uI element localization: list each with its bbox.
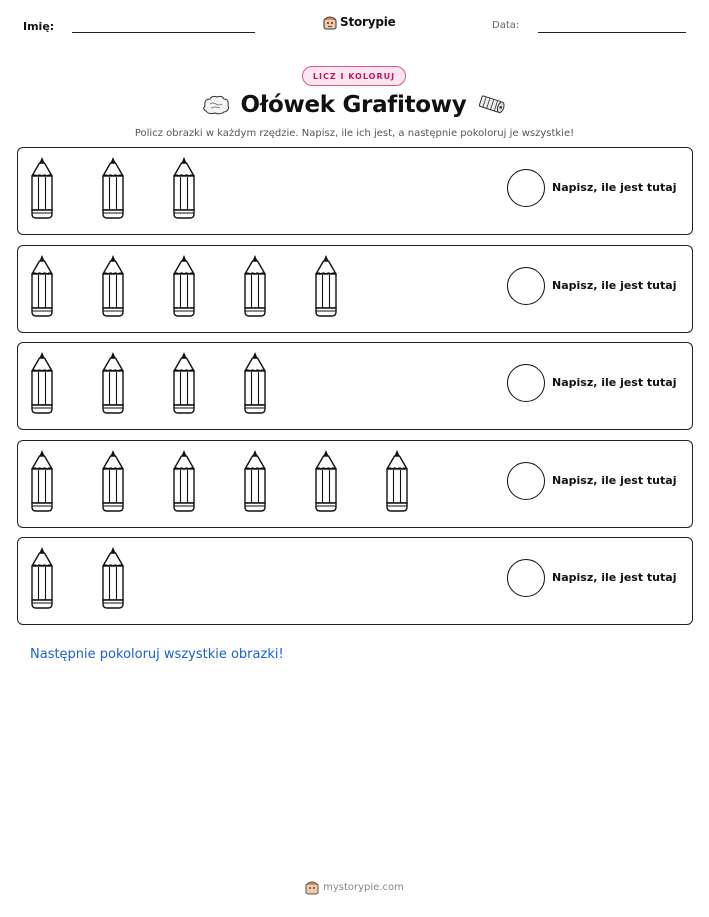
answer-circle[interactable] bbox=[507, 559, 545, 597]
pencil-icon bbox=[30, 546, 54, 610]
answer-label: Napisz, ile jest tutaj bbox=[552, 571, 677, 584]
brand-name: Storypie bbox=[340, 15, 396, 29]
pencil-icon bbox=[172, 351, 196, 415]
answer-circle[interactable] bbox=[507, 462, 545, 500]
pencil-icon bbox=[101, 156, 125, 220]
pencil-icon bbox=[243, 254, 267, 318]
name-label: Imię: bbox=[23, 20, 55, 33]
answer-circle[interactable] bbox=[507, 169, 545, 207]
counting-row bbox=[17, 342, 693, 430]
answer-label: Napisz, ile jest tutaj bbox=[552, 473, 677, 487]
activity-badge: LICZ I KOLORUJ bbox=[302, 66, 406, 86]
answer-circle[interactable] bbox=[507, 267, 545, 305]
counting-row bbox=[17, 440, 693, 528]
pencil-stub-icon bbox=[476, 93, 508, 117]
pencil-icon bbox=[243, 351, 267, 415]
pencil-icon bbox=[101, 254, 125, 318]
pencil-icon bbox=[30, 449, 54, 513]
counting-rows bbox=[17, 147, 693, 635]
pencil-icon bbox=[101, 449, 125, 513]
counting-row bbox=[17, 537, 693, 625]
pencil-icon bbox=[101, 546, 125, 610]
footer bbox=[0, 879, 709, 895]
title-row bbox=[0, 92, 709, 118]
storypie-logo-icon bbox=[323, 14, 337, 30]
answer-label: Napisz, ile jest tutaj bbox=[552, 376, 677, 389]
date-line bbox=[538, 32, 686, 33]
pencil-icon bbox=[101, 351, 125, 415]
footer-note: Następnie pokoloruj wszystkie obrazki! bbox=[30, 647, 284, 662]
pencil-icon bbox=[30, 351, 54, 415]
answer-label: Napisz, ile jest tutaj bbox=[552, 278, 677, 292]
answer-label: Napisz, ile jest tutaj bbox=[552, 181, 677, 194]
answer-circle[interactable] bbox=[507, 364, 545, 402]
page-title: Ołówek Grafitowy bbox=[240, 92, 467, 118]
pencil-icon bbox=[243, 449, 267, 513]
pencil-icon bbox=[172, 254, 196, 318]
date-label: Data: bbox=[492, 20, 520, 31]
worksheet-header bbox=[0, 14, 709, 38]
counting-row bbox=[17, 147, 693, 235]
pencil-icon bbox=[314, 449, 338, 513]
counting-row bbox=[17, 245, 693, 333]
eraser-icon bbox=[201, 94, 231, 116]
footer-url: mystorypie.com bbox=[323, 881, 404, 893]
name-line bbox=[72, 32, 255, 33]
pencil-icon bbox=[172, 156, 196, 220]
pencil-icon bbox=[30, 156, 54, 220]
pencil-icon bbox=[314, 254, 338, 318]
storypie-logo-icon bbox=[305, 879, 319, 895]
pencil-icon bbox=[385, 449, 409, 513]
brand bbox=[323, 14, 396, 30]
pencil-icon bbox=[30, 254, 54, 318]
pencil-icon bbox=[172, 449, 196, 513]
instructions: Policz obrazki w każdym rzędzie. Napisz, ile ich jest, a następnie pokoloruj je wszystkie! bbox=[134, 128, 575, 139]
